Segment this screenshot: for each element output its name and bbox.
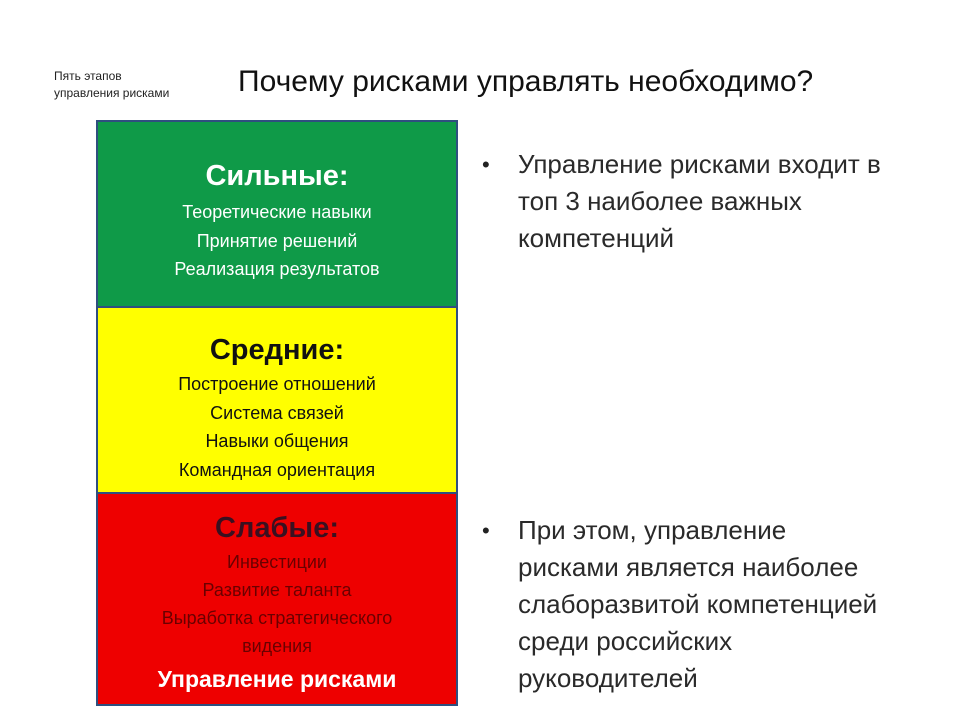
bullet-text: При этом, управление рисками является наиболее слаборазвитой компетенцией среди российских руководителей bbox=[518, 515, 878, 693]
corner-note-line-2: управления рисками bbox=[54, 86, 170, 100]
medium-competencies-block bbox=[96, 306, 458, 494]
medium-item: Построение отношений bbox=[178, 374, 376, 394]
weak-item: Выработка стратегического bbox=[161, 608, 393, 628]
corner-note bbox=[54, 68, 169, 102]
bullet-point bbox=[482, 146, 882, 257]
bullet-text: Управление рисками входит в топ 3 наиболее важных компетенций bbox=[518, 149, 881, 253]
slide-title: Почему рисками управлять необходимо? bbox=[238, 65, 814, 98]
strong-item: Реализация результатов bbox=[174, 259, 380, 279]
weak-competencies-block bbox=[96, 492, 458, 706]
risk-management-highlight: Управление рисками bbox=[157, 666, 397, 692]
medium-heading: Средние: bbox=[209, 334, 345, 366]
bullet-marker: • bbox=[482, 518, 490, 543]
weak-item: видения bbox=[242, 636, 312, 656]
corner-note-line-1: Пять этапов bbox=[54, 69, 122, 83]
weak-item: Инвестиции bbox=[227, 552, 327, 572]
strong-competencies-block bbox=[96, 120, 458, 308]
bullet-marker: • bbox=[482, 152, 490, 177]
medium-item: Навыки общения bbox=[205, 431, 349, 451]
competency-stack bbox=[96, 120, 458, 706]
weak-item: Развитие таланта bbox=[202, 580, 352, 600]
medium-item: Командная ориентация bbox=[178, 459, 376, 480]
strong-item: Теоретические навыки bbox=[182, 202, 372, 222]
strong-heading: Сильные: bbox=[205, 160, 349, 192]
weak-heading: Слабые: bbox=[215, 512, 339, 544]
strong-item: Принятие решений bbox=[196, 230, 358, 251]
bullet-point bbox=[482, 512, 882, 697]
medium-item: Система связей bbox=[210, 402, 344, 423]
